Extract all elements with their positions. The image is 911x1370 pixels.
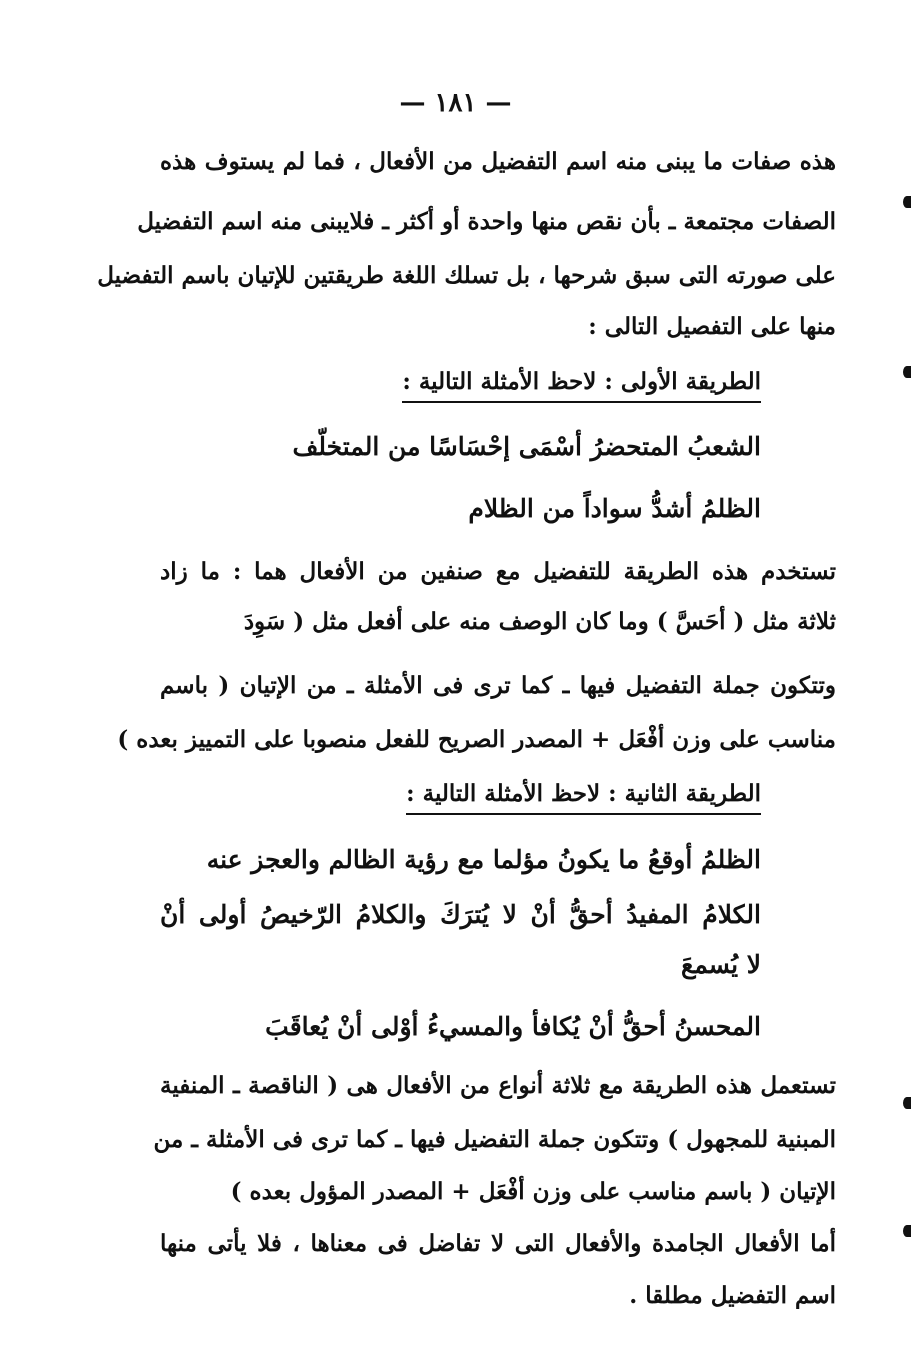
text-line: مناسب على وزن أفْعَل + المصدر الصريح للفعل منصوبا على التمييز بعده ): [117, 726, 836, 753]
example-line: المحسنُ أحقُّ أنْ يُكافأ والمسيءُ أوْلى أنْ يُعاقَبَ: [265, 1012, 761, 1041]
page-number: — ١٨١ —: [399, 88, 512, 118]
text-line: المبنية للمجهول ) وتتكون جملة التفضيل فيها ـ كما ترى فى الأمثلة ـ من: [153, 1126, 836, 1153]
example-line: الكلامُ المفيدُ أحقُّ أنْ لا يُترَكَ والكلامُ الرّخيصُ أولى أنْ: [160, 900, 761, 929]
text-line: على صورته التى سبق شرحها ، بل تسلك اللغة طريقتين للإتيان باسم التفضيل: [97, 262, 836, 289]
example-line: لا يُسمعَ: [681, 950, 761, 979]
scan-margin-mark: [903, 196, 911, 208]
text-line: ثلاثة مثل ( أحَسَّ ) وما كان الوصف منه على أفعل مثل ( سَوِدَ: [243, 608, 836, 635]
example-line: الظلمُ أشدُّ سواداً من الظلام: [468, 494, 761, 523]
text-line: اسم التفضيل مطلقا .: [629, 1282, 836, 1309]
text-line: الإتيان ( باسم مناسب على وزن أفْعَل + المصدر المؤول بعده ): [230, 1178, 836, 1205]
section-heading-second-method: الطريقة الثانية : لاحظ الأمثلة التالية :: [406, 780, 761, 815]
text-line: منها على التفصيل التالى :: [588, 313, 836, 340]
text-line: وتتكون جملة التفضيل فيها ـ كما ترى فى الأمثلة ـ من الإتيان ( باسم: [160, 672, 836, 699]
scan-margin-mark: [903, 1097, 911, 1109]
section-heading-first-method: الطريقة الأولى : لاحظ الأمثلة التالية :: [402, 368, 761, 403]
example-line: الشعبُ المتحضرُ أسْمَى إحْسَاسًا من المتخلّف: [292, 432, 761, 461]
text-line: تستخدم هذه الطريقة للتفضيل مع صنفين من الأفعال هما : ما زاد: [160, 558, 836, 585]
scan-margin-mark: [903, 1225, 911, 1237]
text-line: تستعمل هذه الطريقة مع ثلاثة أنواع من الأفعال هى ( الناقصة ـ المنفية: [160, 1072, 836, 1099]
example-line: الظلمُ أوقعُ ما يكونُ مؤلما مع رؤية الظالم والعجز عنه: [206, 845, 761, 874]
text-line: هذه صفات ما يبنى منه اسم التفضيل من الأفعال ، فما لم يستوف هذه: [160, 148, 836, 175]
text-line: أما الأفعال الجامدة والأفعال التى لا تفاضل فى معناها ، فلا يأتى منها: [160, 1230, 836, 1257]
scan-margin-mark: [903, 366, 911, 378]
text-line: الصفات مجتمعة ـ بأن نقص منها واحدة أو أكثر ـ فلايبنى منه اسم التفضيل: [137, 208, 836, 235]
